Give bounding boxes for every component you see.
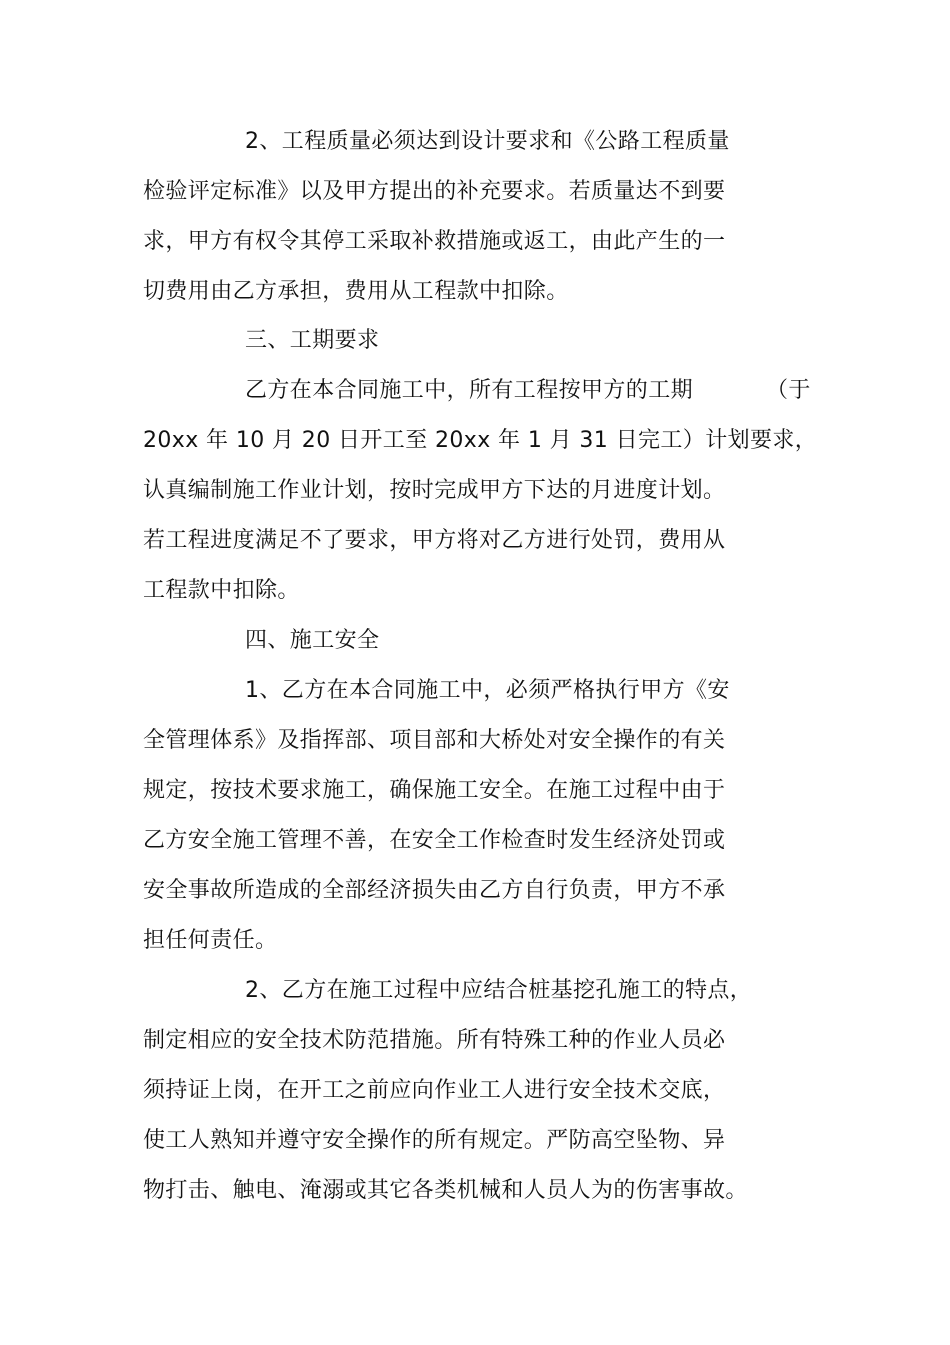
paragraph-line: 2、工程质量必须达到设计要求和《公路工程质量 <box>245 129 730 154</box>
paragraph-line-part: 20xx 年 10 月 20 日开工至 <box>143 428 428 453</box>
paragraph-line: 须持证上岗，在开工之前应向作业工人进行安全技术交底， <box>143 1078 726 1103</box>
paragraph-line: 担任何责任。 <box>143 928 278 953</box>
paragraph-line: 检验评定标准》以及甲方提出的补充要求。若质量达不到要 <box>143 179 726 204</box>
paragraph-line-part: 20xx 年 1 月 31 日完工）计划要求， <box>435 428 818 453</box>
paragraph-line: 2、乙方在施工过程中应结合桩基挖孔施工的特点， <box>245 978 753 1003</box>
paragraph-line: 安全事故所造成的全部经济损失由乙方自行负责，甲方不承 <box>143 878 726 903</box>
paragraph-line: 使工人熟知并遵守安全操作的所有规定。严防高空坠物、异 <box>143 1128 726 1153</box>
paragraph-line: 全管理体系》及指挥部、项目部和大桥处对安全操作的有关 <box>143 728 726 753</box>
section-heading: 三、工期要求 <box>245 328 380 353</box>
section-heading: 四、施工安全 <box>245 628 380 653</box>
paragraph-line <box>143 426 823 456</box>
paragraph-line: 切费用由乙方承担，费用从工程款中扣除。 <box>143 279 569 304</box>
paragraph-line: 若工程进度满足不了要求，甲方将对乙方进行处罚，费用从 <box>143 528 726 553</box>
paragraph-line: 1、乙方在本合同施工中，必须严格执行甲方《安 <box>245 678 730 703</box>
paragraph-line: 乙方在本合同施工中，所有工程按甲方的工期 <box>245 378 694 403</box>
paragraph-line: 制定相应的安全技术防范措施。所有特殊工种的作业人员必 <box>143 1028 726 1053</box>
paragraph-line: 求，甲方有权令其停工采取补救措施或返工，由此产生的一 <box>143 229 726 254</box>
paragraph-line: 工程款中扣除。 <box>143 578 300 603</box>
paragraph-line: 规定，按技术要求施工，确保施工安全。在施工过程中由于 <box>143 778 726 803</box>
paragraph-line: （于 <box>766 378 811 403</box>
paragraph-line: 乙方安全施工管理不善，在安全工作检查时发生经济处罚或 <box>143 828 726 853</box>
paragraph-line: 物打击、触电、淹溺或其它各类机械和人员人为的伤害事故。 <box>143 1178 748 1203</box>
paragraph-line: 认真编制施工作业计划，按时完成甲方下达的月进度计划。 <box>143 478 726 503</box>
